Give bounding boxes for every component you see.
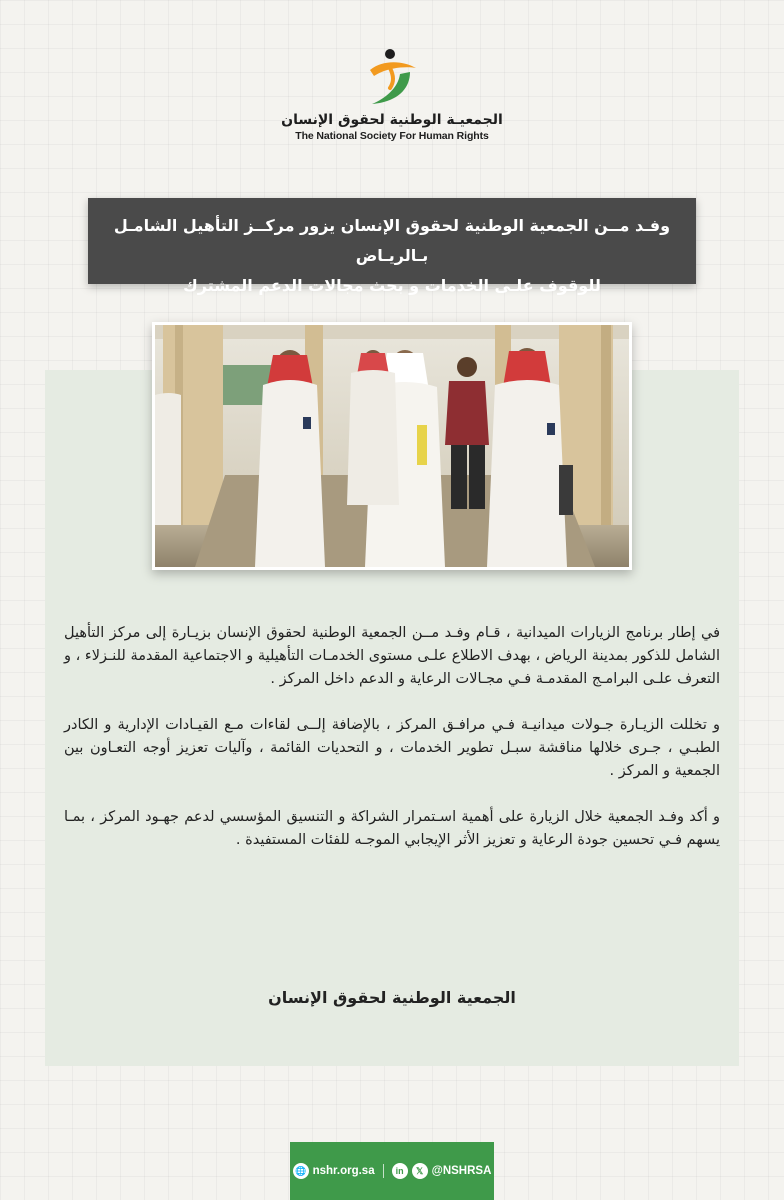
organization-logo <box>280 44 504 148</box>
article-paragraph-2: و تخللت الزيـارة جـولات ميدانيـة فـي مرافـق المركز ، بالإضافة إلــى لقاءات مـع القيـادات الإدارية و الكادر الطبـي ، جـرى خلالها مناقشة سبـل تطوير الخدمات ، و التحديات القائمة ، وآليات تعزيز أوجه التعـاون بين الجمعية و المركز . <box>64 717 720 779</box>
logo-arabic-name: الجمعيـة الوطنية لحقوق الإنسان <box>281 112 503 128</box>
logo-emblem-icon <box>360 44 424 108</box>
website-link[interactable] <box>293 1163 375 1179</box>
article-paragraph-1: في إطار برنامج الزيارات الميدانية ، قـام وفـد مــن الجمعية الوطنية لحقوق الإنسان بزيـارة إلى مركز التأهيل الشامل للذكور بمدينة الرياض ، بهدف الاطلاع علـى مستوى الخدمـات التأهيلية و الاجتماعية المقدمة للنـزلاء ، و التعرف علـى البرامـج المقدمـة فـي مجـالات الرعاية و الدعم داخل المركز . <box>64 625 720 687</box>
delegation-photo <box>152 322 632 570</box>
x-icon: 𝕏 <box>412 1163 428 1179</box>
linkedin-icon: in <box>392 1163 408 1179</box>
social-handle-link[interactable] <box>392 1163 492 1179</box>
photo-illustration-icon <box>155 325 629 567</box>
website-text: nshr.org.sa <box>312 1165 375 1177</box>
headline-line-2: للوقوف علـى الخدمات و بحث مجالات الدعم المشترك <box>183 276 601 295</box>
article-paragraph-3: و أكد وفـد الجمعية خلال الزيارة على أهمية اسـتمرار الشراكة و التنسيق المؤسسي لدعم جهـود المركز ، بمـا يسهم فـي تحسين جودة الرعاية و تعزيز الأثر الإيجابي الموجـه للفئات المستفيدة . <box>64 809 720 848</box>
logo-english-name: The National Society For Human Rights <box>295 130 489 142</box>
footer-social-bar <box>290 1142 494 1200</box>
signature: الجمعية الوطنية لحقوق الإنسان <box>268 988 516 1007</box>
article-body <box>64 622 720 875</box>
footer-divider <box>383 1164 384 1178</box>
social-handle-text: @NSHRSA <box>431 1165 492 1177</box>
globe-icon: 🌐 <box>293 1163 309 1179</box>
headline-box <box>88 198 696 295</box>
headline-line-1: وفـد مــن الجمعية الوطنية لحقوق الإنسان يزور مركــز التأهيل الشامـل بـالريـاض <box>113 216 671 265</box>
